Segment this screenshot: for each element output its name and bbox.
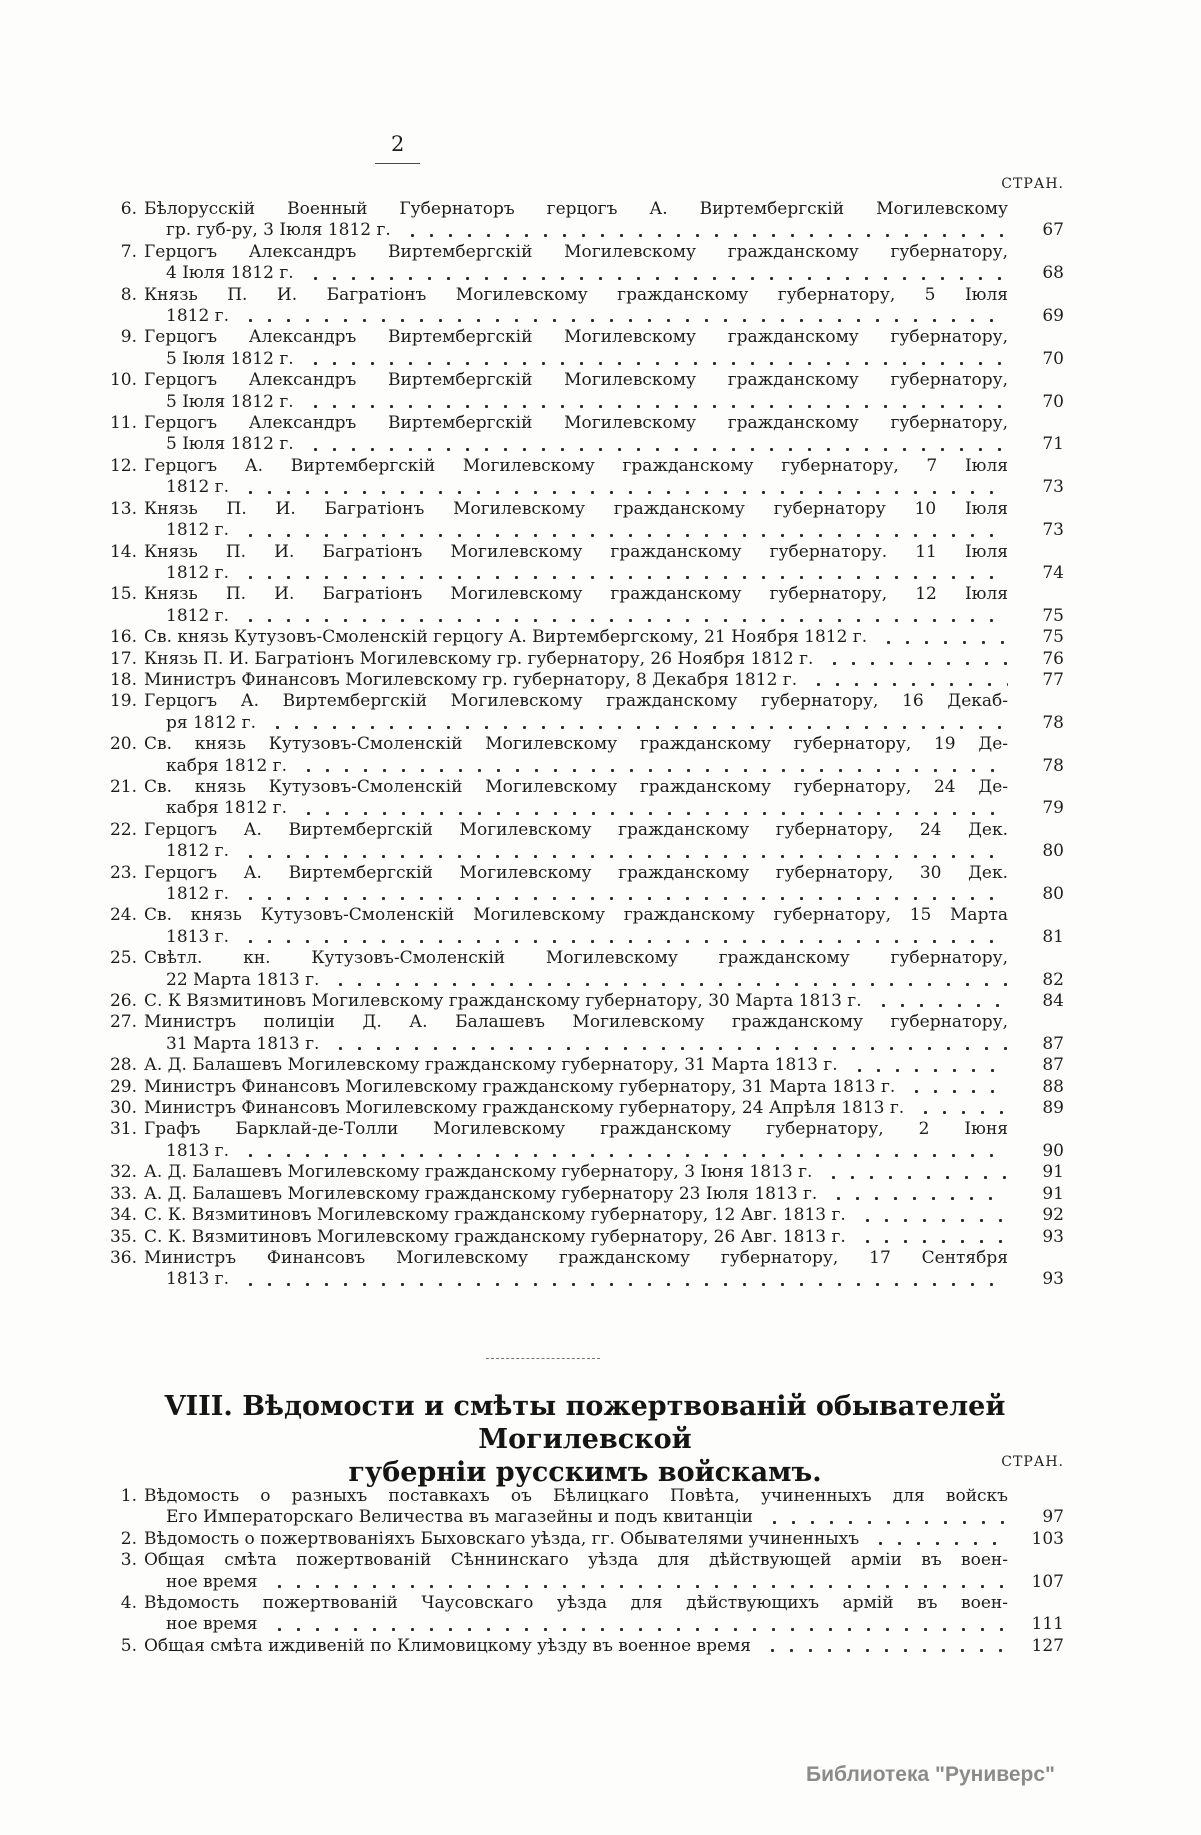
entry-title-line: Св. князь Кутузовъ-Смоленскій Могилевскому гражданскому губернатору, 15 Марта (144, 905, 1008, 926)
entry-title-line: Министръ полиціи Д. А. Балашевъ Могилевскому гражданскому губернатору, (144, 1012, 1008, 1033)
entry-last-line (144, 1507, 1064, 1528)
toc-entry (106, 1205, 1064, 1226)
dot-leader (241, 618, 1008, 623)
toc-entry (106, 1162, 1064, 1183)
entry-body (144, 327, 1064, 370)
toc-entry (106, 1486, 1064, 1529)
entry-number: 18. (109, 669, 137, 690)
entry-number: 26. (109, 991, 137, 1012)
entry-page-ref: 70 (1042, 391, 1064, 412)
entry-page-ref: 82 (1042, 969, 1064, 990)
entry-body (144, 1248, 1064, 1291)
entry-body (144, 370, 1064, 413)
entry-number: 20. (109, 734, 137, 755)
section-viii-heading (106, 1390, 1064, 1489)
entry-last-line (144, 1162, 1064, 1183)
entry-title-text: ное время (166, 1614, 258, 1635)
entry-body (144, 649, 1064, 670)
dot-leader (306, 361, 1008, 366)
entry-page-ref: 69 (1042, 306, 1064, 327)
entry-title-text: А. Д. Балашевъ Могилевскому гражданскому губернатору 23 Іюля 1813 г. (144, 1183, 818, 1204)
entry-title-line: Бѣлорусскій Военный Губернаторъ герцогъ А. Виртембергскій Могилевскому (144, 199, 1008, 219)
entry-body (144, 777, 1064, 820)
entry-last-line (144, 434, 1064, 455)
entry-title-line: Св. князь Кутузовъ-Смоленскій Могилевскому гражданскому губернатору, 19 Де- (144, 734, 1008, 755)
entry-number: 8. (120, 284, 137, 305)
toc-entry (106, 691, 1064, 734)
toc-entry (106, 285, 1064, 328)
entry-page-ref: 77 (1042, 669, 1064, 690)
entry-title-line: Графъ Барклай-де-Толли Могилевскому гражданскому губернатору, 2 Іюня (144, 1119, 1008, 1140)
dot-leader (331, 982, 1008, 987)
toc-entry (106, 1227, 1064, 1248)
toc-entry (106, 991, 1064, 1012)
entry-last-line (144, 392, 1064, 413)
entry-body (144, 1593, 1064, 1636)
entry-body (144, 948, 1064, 991)
dot-leader (241, 1282, 1008, 1287)
entry-title-text: 1813 г. (166, 926, 229, 947)
entry-page-ref: 93 (1042, 1226, 1064, 1247)
entry-page-ref: 89 (1042, 1098, 1064, 1119)
toc-entry (106, 627, 1064, 648)
entry-number: 27. (109, 1012, 137, 1033)
entry-last-line (144, 563, 1064, 584)
entry-body (144, 1055, 1064, 1076)
toc-entry (106, 1529, 1064, 1550)
entry-number: 28. (109, 1055, 137, 1076)
entry-last-line (144, 349, 1064, 370)
entry-last-line (144, 1034, 1064, 1055)
toc-entry (106, 649, 1064, 670)
entry-title-text: 1812 г. (166, 884, 229, 904)
entry-body (144, 991, 1064, 1012)
entry-number: 32. (109, 1162, 137, 1183)
entry-body (144, 1227, 1064, 1248)
entry-title-text: ря 1812 г. (166, 712, 256, 733)
entry-page-ref: 75 (1042, 627, 1064, 648)
dot-leader (858, 1218, 1008, 1223)
entry-last-line (144, 1636, 1064, 1657)
toc-entry (106, 584, 1064, 627)
entry-last-line (144, 670, 1064, 691)
entry-number: 6. (120, 199, 137, 219)
entry-number: 3. (120, 1550, 137, 1571)
pages-column-label: СТРАН. (1001, 176, 1064, 192)
entry-page-ref: 87 (1042, 1033, 1064, 1054)
entry-page-ref: 81 (1042, 926, 1064, 947)
entry-last-line (144, 841, 1064, 862)
dot-leader (809, 682, 1008, 687)
entry-title-text: 1812 г. (166, 841, 229, 862)
entry-title-line: Вѣдомость пожертвованій Чаусовскаго уѣзда для дѣйствующихъ армій въ воен- (144, 1593, 1008, 1614)
toc-entry (106, 1636, 1064, 1657)
toc-entry (106, 948, 1064, 991)
dot-leader (850, 1068, 1008, 1073)
dot-leader (299, 811, 1008, 816)
entry-number: 33. (109, 1183, 137, 1204)
dot-leader (874, 1003, 1008, 1008)
entry-title-line: Герцогъ А. Виртембергскій Могилевскому гражданскому губернатору, 24 Дек. (144, 819, 1008, 840)
entry-body (144, 734, 1064, 777)
entry-number: 35. (109, 1226, 137, 1247)
dot-leader (879, 640, 1008, 645)
dot-leader (270, 1627, 1009, 1632)
entry-title-line: Герцогъ Александръ Виртембергскій Могилевскому гражданскому губернатору, (144, 413, 1008, 434)
entry-page-ref: 73 (1042, 477, 1064, 498)
entry-last-line (144, 627, 1064, 648)
pages-column-label: СТРАН. (1001, 1454, 1064, 1470)
entry-title-line: Князь П. И. Багратіонъ Могилевскому гражданскому губернатору 10 Іюля (144, 498, 1008, 519)
entry-body (144, 691, 1064, 734)
entry-page-ref: 73 (1042, 520, 1064, 541)
toc-entry (106, 370, 1064, 413)
entry-last-line (144, 927, 1064, 948)
dot-leader (306, 447, 1008, 452)
dot-leader (241, 939, 1008, 944)
entry-title-text: Общая смѣта иждивеній по Климовицкому уѣзду въ военное время (144, 1635, 751, 1656)
entry-title-text: 1812 г. (166, 520, 229, 541)
entry-body (144, 456, 1064, 499)
entry-page-ref: 91 (1042, 1162, 1064, 1183)
entry-title-text: 1812 г. (166, 605, 229, 626)
entry-number: 5. (120, 1635, 137, 1656)
entry-last-line (144, 1077, 1064, 1098)
toc-entry (106, 1184, 1064, 1205)
entry-title-text: кабря 1812 г. (166, 755, 287, 776)
entry-title-line: Вѣдомость о разныхъ поставкахъ оъ Бѣлицкаго Повѣта, учиненныхъ для войскъ (144, 1486, 1008, 1506)
entry-page-ref: 71 (1042, 434, 1064, 455)
entry-body (144, 199, 1064, 242)
entry-body (144, 1162, 1064, 1183)
dot-leader (829, 1196, 1008, 1201)
entry-title-text: 1812 г. (166, 306, 229, 327)
entry-last-line (144, 1572, 1064, 1593)
entry-body (144, 905, 1064, 948)
section-viii-heading-line1: VIII. Вѣдомости и смѣты пожертвованій обывателей Могилевской (164, 1391, 1006, 1455)
entry-last-line (144, 306, 1064, 327)
entry-title-line: Князь П. И. Багратіонъ Могилевскому гражданскому губернатору, 12 Іюля (144, 584, 1008, 605)
entry-page-ref: 111 (1031, 1614, 1064, 1635)
toc-entry (106, 327, 1064, 370)
dot-leader (241, 533, 1008, 538)
entry-number: 16. (109, 627, 137, 648)
entry-page-ref: 91 (1042, 1183, 1064, 1204)
entry-number: 31. (109, 1119, 137, 1140)
entry-page-ref: 70 (1042, 348, 1064, 369)
dot-leader (765, 1520, 1008, 1525)
entry-page-ref: 93 (1042, 1269, 1064, 1290)
entry-last-line (144, 970, 1064, 991)
entry-title-line: Герцогъ А. Виртембергскій Могилевскому гражданскому губернатору, 30 Дек. (144, 862, 1008, 883)
section-viii-heading-line2: губерніи русскимъ войскамъ. (348, 1457, 822, 1488)
toc-entry (106, 1077, 1064, 1098)
entry-title-text: С. К. Вязмитиновъ Могилевскому гражданскому губернатору, 26 Авг. 1813 г. (144, 1226, 846, 1247)
toc-entry (106, 1248, 1064, 1291)
dot-leader (858, 1239, 1008, 1244)
page-number: 2 (375, 132, 420, 164)
entry-last-line (144, 477, 1064, 498)
entry-body (144, 1550, 1064, 1593)
toc-entry (106, 905, 1064, 948)
entry-last-line (144, 1141, 1064, 1162)
entry-title-line: Министръ Финансовъ Могилевскому гражданскому губернатору, 17 Сентября (144, 1247, 1008, 1268)
dot-leader (916, 1110, 1008, 1115)
entry-title-text: 5 Іюля 1812 г. (166, 434, 294, 455)
entry-title-text: Министръ Финансовъ Могилевскому гражданскому губернатору, 24 Апрѣля 1813 г. (144, 1098, 905, 1119)
entry-body (144, 1205, 1064, 1226)
entry-title-line: Князь П. И. Багратіонъ Могилевскому гражданскому губернатору. 11 Іюля (144, 541, 1008, 562)
entry-page-ref: 84 (1042, 991, 1064, 1012)
entry-page-ref: 80 (1042, 884, 1064, 904)
entry-title-line: Герцогъ Александръ Виртембергскій Могилевскому гражданскому губернатору, (144, 241, 1008, 262)
entry-title-text: Вѣдомость о пожертвованіяхъ Быховскаго уѣзда, гг. Обывателями учиненныхъ (144, 1528, 860, 1549)
entry-body (144, 1119, 1064, 1162)
entry-body (144, 670, 1064, 691)
entry-title-text: А. Д. Балашевъ Могилевскому гражданскому губернатору, 3 Іюня 1813 г. (144, 1162, 813, 1183)
entry-page-ref: 78 (1042, 712, 1064, 733)
entry-title-text: гр. губ-ру, 3 Іюля 1812 г. (166, 220, 391, 241)
entry-title-line: Общая смѣта пожертвованій Сѣннинскаго уѣзда для дѣйствующей арміи въ воен- (144, 1550, 1008, 1571)
dot-leader (763, 1648, 1008, 1653)
dot-leader (306, 276, 1008, 281)
toc-entry (106, 456, 1064, 499)
entry-title-line: Герцогъ А. Виртембергскій Могилевскому гражданскому губернатору, 16 Декаб- (144, 691, 1008, 712)
entry-page-ref: 88 (1042, 1076, 1064, 1097)
toc-entry (106, 1055, 1064, 1076)
toc-entry (106, 1550, 1064, 1593)
entry-number: 22. (109, 819, 137, 840)
entry-last-line (144, 263, 1064, 284)
toc-entry (106, 820, 1064, 863)
entry-last-line (144, 884, 1064, 905)
section-divider (486, 1358, 600, 1359)
dot-leader (241, 1153, 1008, 1158)
toc-entry (106, 1012, 1064, 1055)
entry-last-line (144, 1529, 1064, 1550)
entry-page-ref: 103 (1031, 1528, 1064, 1549)
entry-body (144, 542, 1064, 585)
entry-number: 7. (120, 241, 137, 262)
entry-page-ref: 97 (1042, 1507, 1064, 1528)
entry-number: 21. (109, 776, 137, 797)
toc-entry (106, 734, 1064, 777)
entry-title-text: 5 Іюля 1812 г. (166, 391, 294, 412)
entry-title-text: 1813 г. (166, 1269, 229, 1290)
dot-leader (299, 768, 1008, 773)
entry-page-ref: 107 (1031, 1571, 1064, 1592)
entry-number: 25. (109, 948, 137, 969)
entry-title-text: 5 Іюля 1812 г. (166, 348, 294, 369)
entry-body (144, 584, 1064, 627)
toc-entry (106, 863, 1064, 906)
entry-title-line: Герцогъ А. Виртембергскій Могилевскому гражданскому губернатору, 7 Іюля (144, 455, 1008, 476)
toc-entry (106, 1119, 1064, 1162)
entry-number: 14. (109, 541, 137, 562)
entry-title-text: 1812 г. (166, 477, 229, 498)
entry-body (144, 1184, 1064, 1205)
entry-title-text: Его Императорскаго Величества въ магазейны и подъ квитанціи (166, 1507, 753, 1528)
dot-leader (331, 1046, 1008, 1051)
toc-statements-list (106, 1486, 1064, 1657)
entry-body (144, 413, 1064, 456)
entry-body (144, 1529, 1064, 1550)
entry-last-line (144, 1227, 1064, 1248)
library-watermark: Библиотека "Руниверс" (806, 1763, 1056, 1786)
entry-number: 2. (120, 1528, 137, 1549)
entry-body (144, 863, 1064, 906)
entry-page-ref: 92 (1042, 1205, 1064, 1226)
entry-title-text: С. К Вязмитиновъ Могилевскому гражданскому губернатору, 30 Марта 1813 г. (144, 991, 862, 1012)
entry-body (144, 1098, 1064, 1119)
entry-title-line: Св. князь Кутузовъ-Смоленскій Могилевскому гражданскому губернатору, 24 Де- (144, 776, 1008, 797)
entry-title-text: Министръ Финансовъ Могилевскому гр. губернатору, 8 Декабря 1812 г. (144, 669, 798, 690)
entry-last-line (144, 1098, 1064, 1119)
entry-body (144, 285, 1064, 328)
dot-leader (403, 233, 1008, 238)
entry-body (144, 1486, 1064, 1529)
entry-last-line (144, 606, 1064, 627)
toc-letters-list (106, 199, 1064, 1291)
entry-number: 24. (109, 905, 137, 926)
entry-page-ref: 74 (1042, 562, 1064, 583)
entry-page-ref: 76 (1042, 648, 1064, 669)
toc-entry (106, 499, 1064, 542)
entry-last-line (144, 1269, 1064, 1290)
entry-number: 4. (120, 1593, 137, 1614)
entry-title-text: Св. князь Кутузовъ-Смоленскій герцогу А. Виртембергскому, 21 Ноября 1812 г. (144, 627, 868, 648)
entry-title-text: А. Д. Балашевъ Могилевскому гражданскому губернатору, 31 Марта 1813 г. (144, 1055, 838, 1076)
entry-page-ref: 68 (1042, 263, 1064, 284)
entry-title-text: ное время (166, 1571, 258, 1592)
dot-leader (824, 1175, 1008, 1180)
entry-title-text: кабря 1812 г. (166, 798, 287, 819)
dot-leader (871, 1541, 1008, 1546)
entry-page-ref: 67 (1042, 220, 1064, 241)
entry-page-ref: 75 (1042, 605, 1064, 626)
entry-last-line (144, 798, 1064, 819)
entry-title-text: 1813 г. (166, 1140, 229, 1161)
entry-title-text: Министръ Финансовъ Могилевскому гражданскому губернатору, 31 Марта 1813 г. (144, 1076, 896, 1097)
dot-leader (270, 1584, 1009, 1589)
entry-number: 23. (109, 862, 137, 883)
entry-number: 19. (109, 691, 137, 712)
entry-title-text: 31 Марта 1813 г. (166, 1033, 320, 1054)
entry-page-ref: 127 (1031, 1635, 1064, 1656)
entry-body (144, 1636, 1064, 1657)
entry-last-line (144, 1184, 1064, 1205)
toc-entry (106, 777, 1064, 820)
entry-number: 11. (109, 413, 137, 434)
entry-title-line: Князь П. И. Багратіонъ Могилевскому гражданскому губернатору, 5 Іюля (144, 284, 1008, 305)
entry-body (144, 1077, 1064, 1098)
entry-number: 30. (109, 1098, 137, 1119)
entry-number: 17. (109, 648, 137, 669)
entry-number: 13. (109, 498, 137, 519)
entry-last-line (144, 756, 1064, 777)
entry-number: 36. (109, 1247, 137, 1268)
entry-title-line: Герцогъ Александръ Виртембергскій Могилевскому гражданскому губернатору, (144, 327, 1008, 348)
entry-number: 15. (109, 584, 137, 605)
entry-page-ref: 78 (1042, 755, 1064, 776)
entry-page-ref: 80 (1042, 841, 1064, 862)
toc-entry (106, 1098, 1064, 1119)
entry-number: 34. (109, 1205, 137, 1226)
dot-leader (241, 575, 1008, 580)
entry-number: 10. (109, 370, 137, 391)
entry-title-line: Герцогъ Александръ Виртембергскій Могилевскому гражданскому губернатору, (144, 370, 1008, 391)
entry-title-text: 4 Іюля 1812 г. (166, 263, 294, 284)
dot-leader (825, 661, 1008, 666)
dot-leader (241, 318, 1008, 323)
entry-last-line (144, 991, 1064, 1012)
entry-body (144, 820, 1064, 863)
dot-leader (241, 896, 1008, 901)
entry-last-line (144, 1614, 1064, 1635)
toc-entry (106, 199, 1064, 242)
entry-page-ref: 79 (1042, 798, 1064, 819)
dot-leader (907, 1089, 1008, 1094)
dot-leader (306, 404, 1008, 409)
dot-leader (268, 725, 1008, 730)
entry-last-line (144, 220, 1064, 241)
entry-page-ref: 90 (1042, 1140, 1064, 1161)
toc-entry (106, 670, 1064, 691)
toc-entry (106, 413, 1064, 456)
entry-last-line (144, 649, 1064, 670)
entry-number: 29. (109, 1076, 137, 1097)
entry-last-line (144, 1055, 1064, 1076)
entry-title-text: Князь П. И. Багратіонъ Могилевскому гр. губернатору, 26 Ноября 1812 г. (144, 648, 814, 669)
toc-entry (106, 542, 1064, 585)
entry-title-text: 22 Марта 1813 г. (166, 969, 320, 990)
dot-leader (241, 490, 1008, 495)
entry-number: 1. (120, 1486, 137, 1506)
entry-body (144, 1012, 1064, 1055)
entry-body (144, 242, 1064, 285)
entry-last-line (144, 713, 1064, 734)
entry-last-line (144, 1205, 1064, 1226)
entry-page-ref: 87 (1042, 1055, 1064, 1076)
entry-body (144, 499, 1064, 542)
toc-entry (106, 1593, 1064, 1636)
dot-leader (241, 854, 1008, 859)
toc-entry (106, 242, 1064, 285)
entry-title-text: С. К. Вязмитиновъ Могилевскому гражданскому губернатору, 12 Авг. 1813 г. (144, 1205, 846, 1226)
entry-body (144, 627, 1064, 648)
entry-title-text: 1812 г. (166, 562, 229, 583)
entry-number: 12. (109, 455, 137, 476)
entry-last-line (144, 520, 1064, 541)
entry-number: 9. (120, 327, 137, 348)
entry-title-line: Свѣтл. кн. Кутузовъ-Смоленскій Могилевскому гражданскому губернатору, (144, 948, 1008, 969)
